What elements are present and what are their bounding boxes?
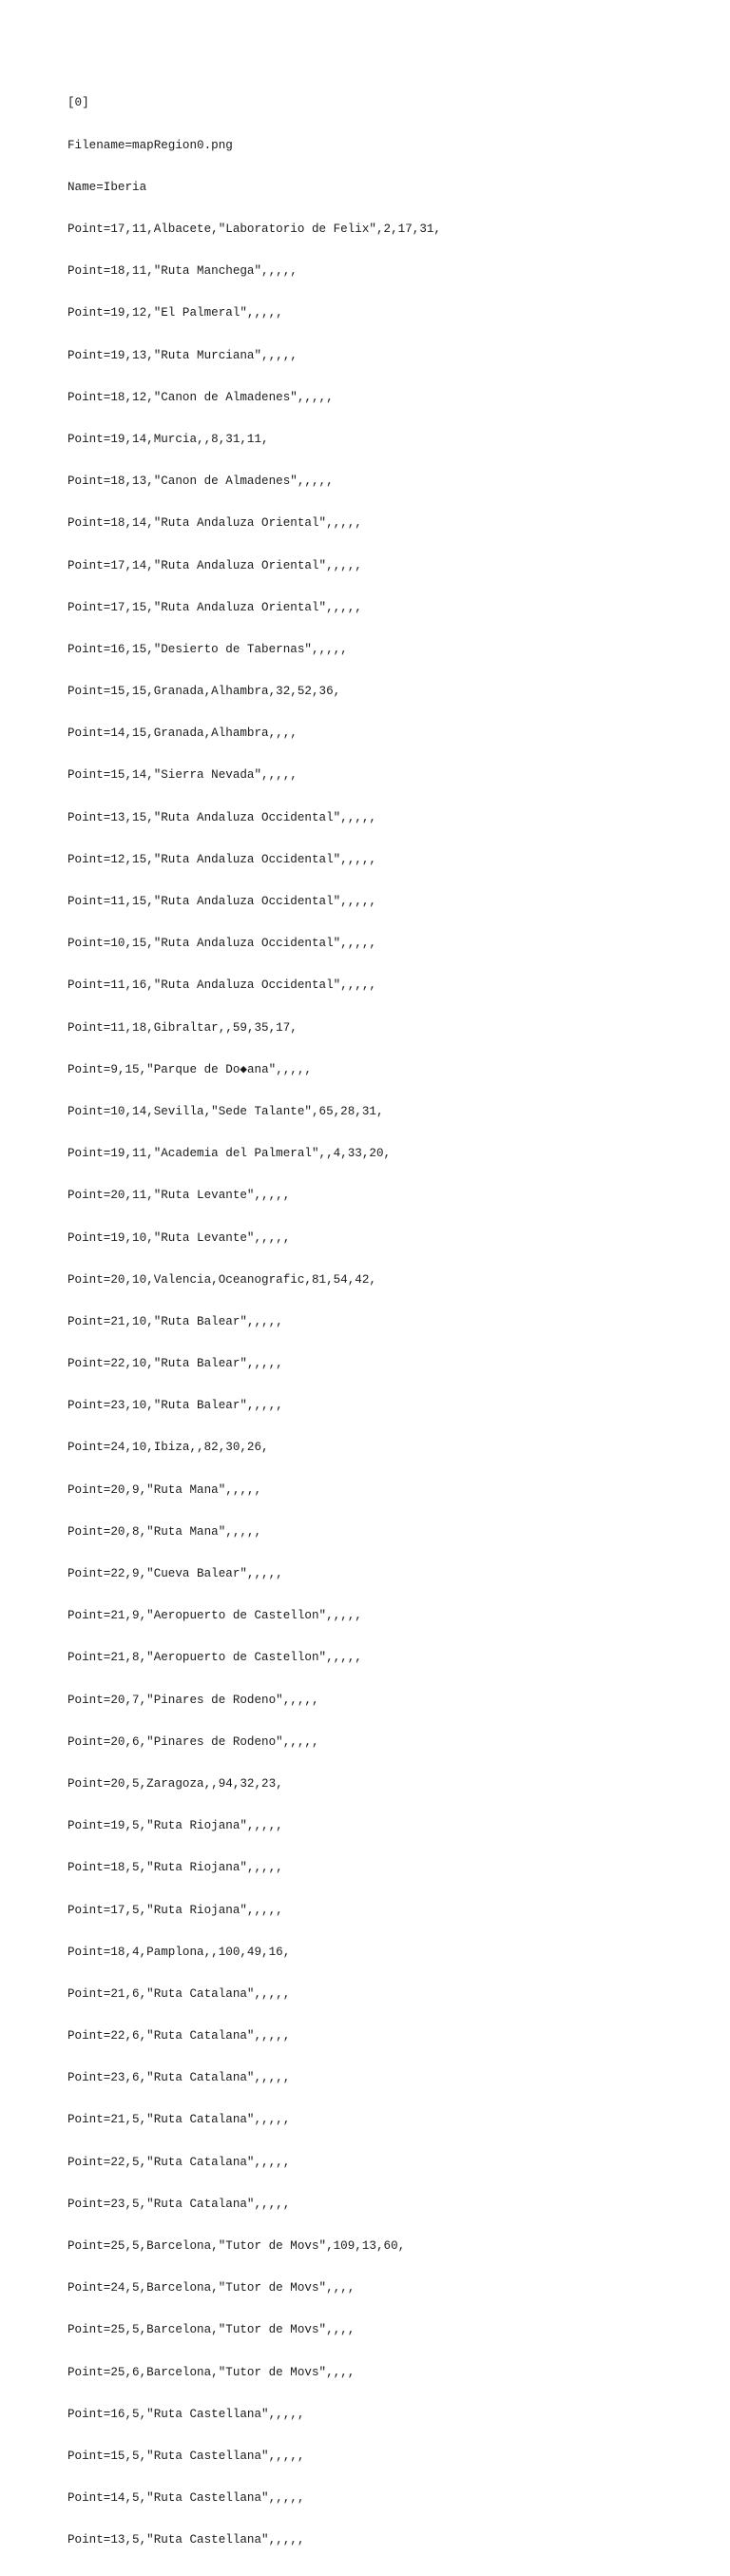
point-line: Point=20,9,"Ruta Mana",,,,, bbox=[67, 1482, 262, 1497]
point-line: Point=18,14,"Ruta Andaluza Oriental",,,,, bbox=[67, 516, 362, 531]
point-line: Point=11,16,"Ruta Andaluza Occidental",,,,, bbox=[67, 978, 376, 993]
point-line: Point=19,11,"Academia del Palmeral",,4,33,20, bbox=[67, 1147, 392, 1161]
point-line: Point=22,6,"Ruta Catalana",,,,, bbox=[67, 2029, 291, 2043]
point-line: Point=20,8,"Ruta Mana",,,,, bbox=[67, 1524, 262, 1539]
point-line: Point=17,14,"Ruta Andaluza Oriental",,,,, bbox=[67, 558, 362, 572]
point-line: Point=21,9,"Aeropuerto de Castellon",,,,, bbox=[67, 1609, 362, 1623]
point-line: Point=24,5,Barcelona,"Tutor de Movs",,,, bbox=[67, 2281, 355, 2295]
point-line: Point=14,15,Granada,Alhambra,,,, bbox=[67, 726, 298, 741]
point-line: Point=20,11,"Ruta Levante",,,,, bbox=[67, 1189, 291, 1203]
point-line: Point=16,5,"Ruta Castellana",,,,, bbox=[67, 2407, 305, 2421]
point-line: Point=10,15,"Ruta Andaluza Occidental",,,,, bbox=[67, 937, 376, 951]
point-line: Point=19,14,Murcia,,8,31,11, bbox=[67, 432, 269, 446]
point-line: Point=20,6,"Pinares de Rodeno",,,,, bbox=[67, 1734, 319, 1749]
point-line: Point=22,5,"Ruta Catalana",,,,, bbox=[67, 2155, 291, 2169]
point-line: Point=18,13,"Canon de Almadenes",,,,, bbox=[67, 475, 334, 489]
point-line: Point=23,5,"Ruta Catalana",,,,, bbox=[67, 2197, 291, 2211]
filename-line: Filename=mapRegion0.png bbox=[67, 138, 233, 152]
point-line: Point=15,15,Granada,Alhambra,32,52,36, bbox=[67, 685, 341, 699]
point-line: Point=21,10,"Ruta Balear",,,,, bbox=[67, 1314, 283, 1328]
point-line: Point=21,8,"Aeropuerto de Castellon",,,,, bbox=[67, 1651, 362, 1665]
point-line: Point=18,12,"Canon de Almadenes",,,,, bbox=[67, 390, 334, 404]
point-line: Point=22,9,"Cueva Balear",,,,, bbox=[67, 1567, 283, 1581]
point-line: Point=18,4,Pamplona,,100,49,16, bbox=[67, 1945, 291, 1959]
point-line: Point=13,15,"Ruta Andaluza Occidental",,,,, bbox=[67, 810, 376, 824]
point-line: Point=25,5,Barcelona,"Tutor de Movs",109,13,60, bbox=[67, 2239, 406, 2254]
point-line: Point=10,14,Sevilla,"Sede Talante",65,28,31, bbox=[67, 1104, 384, 1118]
section-header-line: [0] bbox=[67, 96, 89, 110]
point-line: Point=23,10,"Ruta Balear",,,,, bbox=[67, 1399, 283, 1413]
point-line: Point=19,13,"Ruta Murciana",,,,, bbox=[67, 348, 298, 362]
point-line: Point=17,15,"Ruta Andaluza Oriental",,,,, bbox=[67, 600, 362, 614]
point-line: Point=22,10,"Ruta Balear",,,,, bbox=[67, 1357, 283, 1371]
point-line: Point=16,15,"Desierto de Tabernas",,,,, bbox=[67, 642, 348, 656]
region-name-line: Name=Iberia bbox=[67, 180, 147, 194]
point-line: Point=20,10,Valencia,Oceanografic,81,54,42, bbox=[67, 1272, 376, 1287]
point-line: Point=9,15,"Parque de Do◆ana",,,,, bbox=[67, 1062, 312, 1076]
point-line: Point=19,10,"Ruta Levante",,,,, bbox=[67, 1230, 291, 1245]
point-line: Point=25,6,Barcelona,"Tutor de Movs",,,, bbox=[67, 2365, 355, 2379]
point-line: Point=25,5,Barcelona,"Tutor de Movs",,,, bbox=[67, 2323, 355, 2337]
point-line: Point=20,7,"Pinares de Rodeno",,,,, bbox=[67, 1693, 319, 1707]
point-line: Point=24,10,Ibiza,,82,30,26, bbox=[67, 1441, 269, 1455]
point-line: Point=19,12,"El Palmeral",,,,, bbox=[67, 306, 283, 320]
point-line: Point=18,11,"Ruta Manchega",,,,, bbox=[67, 264, 298, 279]
point-line: Point=15,14,"Sierra Nevada",,,,, bbox=[67, 768, 298, 783]
point-line: Point=14,5,"Ruta Castellana",,,,, bbox=[67, 2491, 305, 2506]
point-line: Point=11,15,"Ruta Andaluza Occidental",,,,, bbox=[67, 895, 376, 909]
point-line: Point=13,5,"Ruta Castellana",,,,, bbox=[67, 2533, 305, 2547]
point-line: Point=11,18,Gibraltar,,59,35,17, bbox=[67, 1020, 298, 1035]
point-line: Point=17,11,Albacete,"Laboratorio de Felix",2,17,31, bbox=[67, 223, 441, 237]
config-text-block bbox=[67, 68, 441, 2576]
point-line: Point=15,5,"Ruta Castellana",,,,, bbox=[67, 2449, 305, 2463]
point-line: Point=20,5,Zaragoza,,94,32,23, bbox=[67, 1776, 283, 1791]
point-line: Point=21,5,"Ruta Catalana",,,,, bbox=[67, 2113, 291, 2127]
point-line: Point=19,5,"Ruta Riojana",,,,, bbox=[67, 1819, 283, 1833]
point-line: Point=12,15,"Ruta Andaluza Occidental",,,,, bbox=[67, 852, 376, 866]
point-line: Point=17,5,"Ruta Riojana",,,,, bbox=[67, 1903, 283, 1917]
point-line: Point=18,5,"Ruta Riojana",,,,, bbox=[67, 1861, 283, 1875]
point-line: Point=23,6,"Ruta Catalana",,,,, bbox=[67, 2071, 291, 2085]
point-line: Point=21,6,"Ruta Catalana",,,,, bbox=[67, 1986, 291, 2001]
